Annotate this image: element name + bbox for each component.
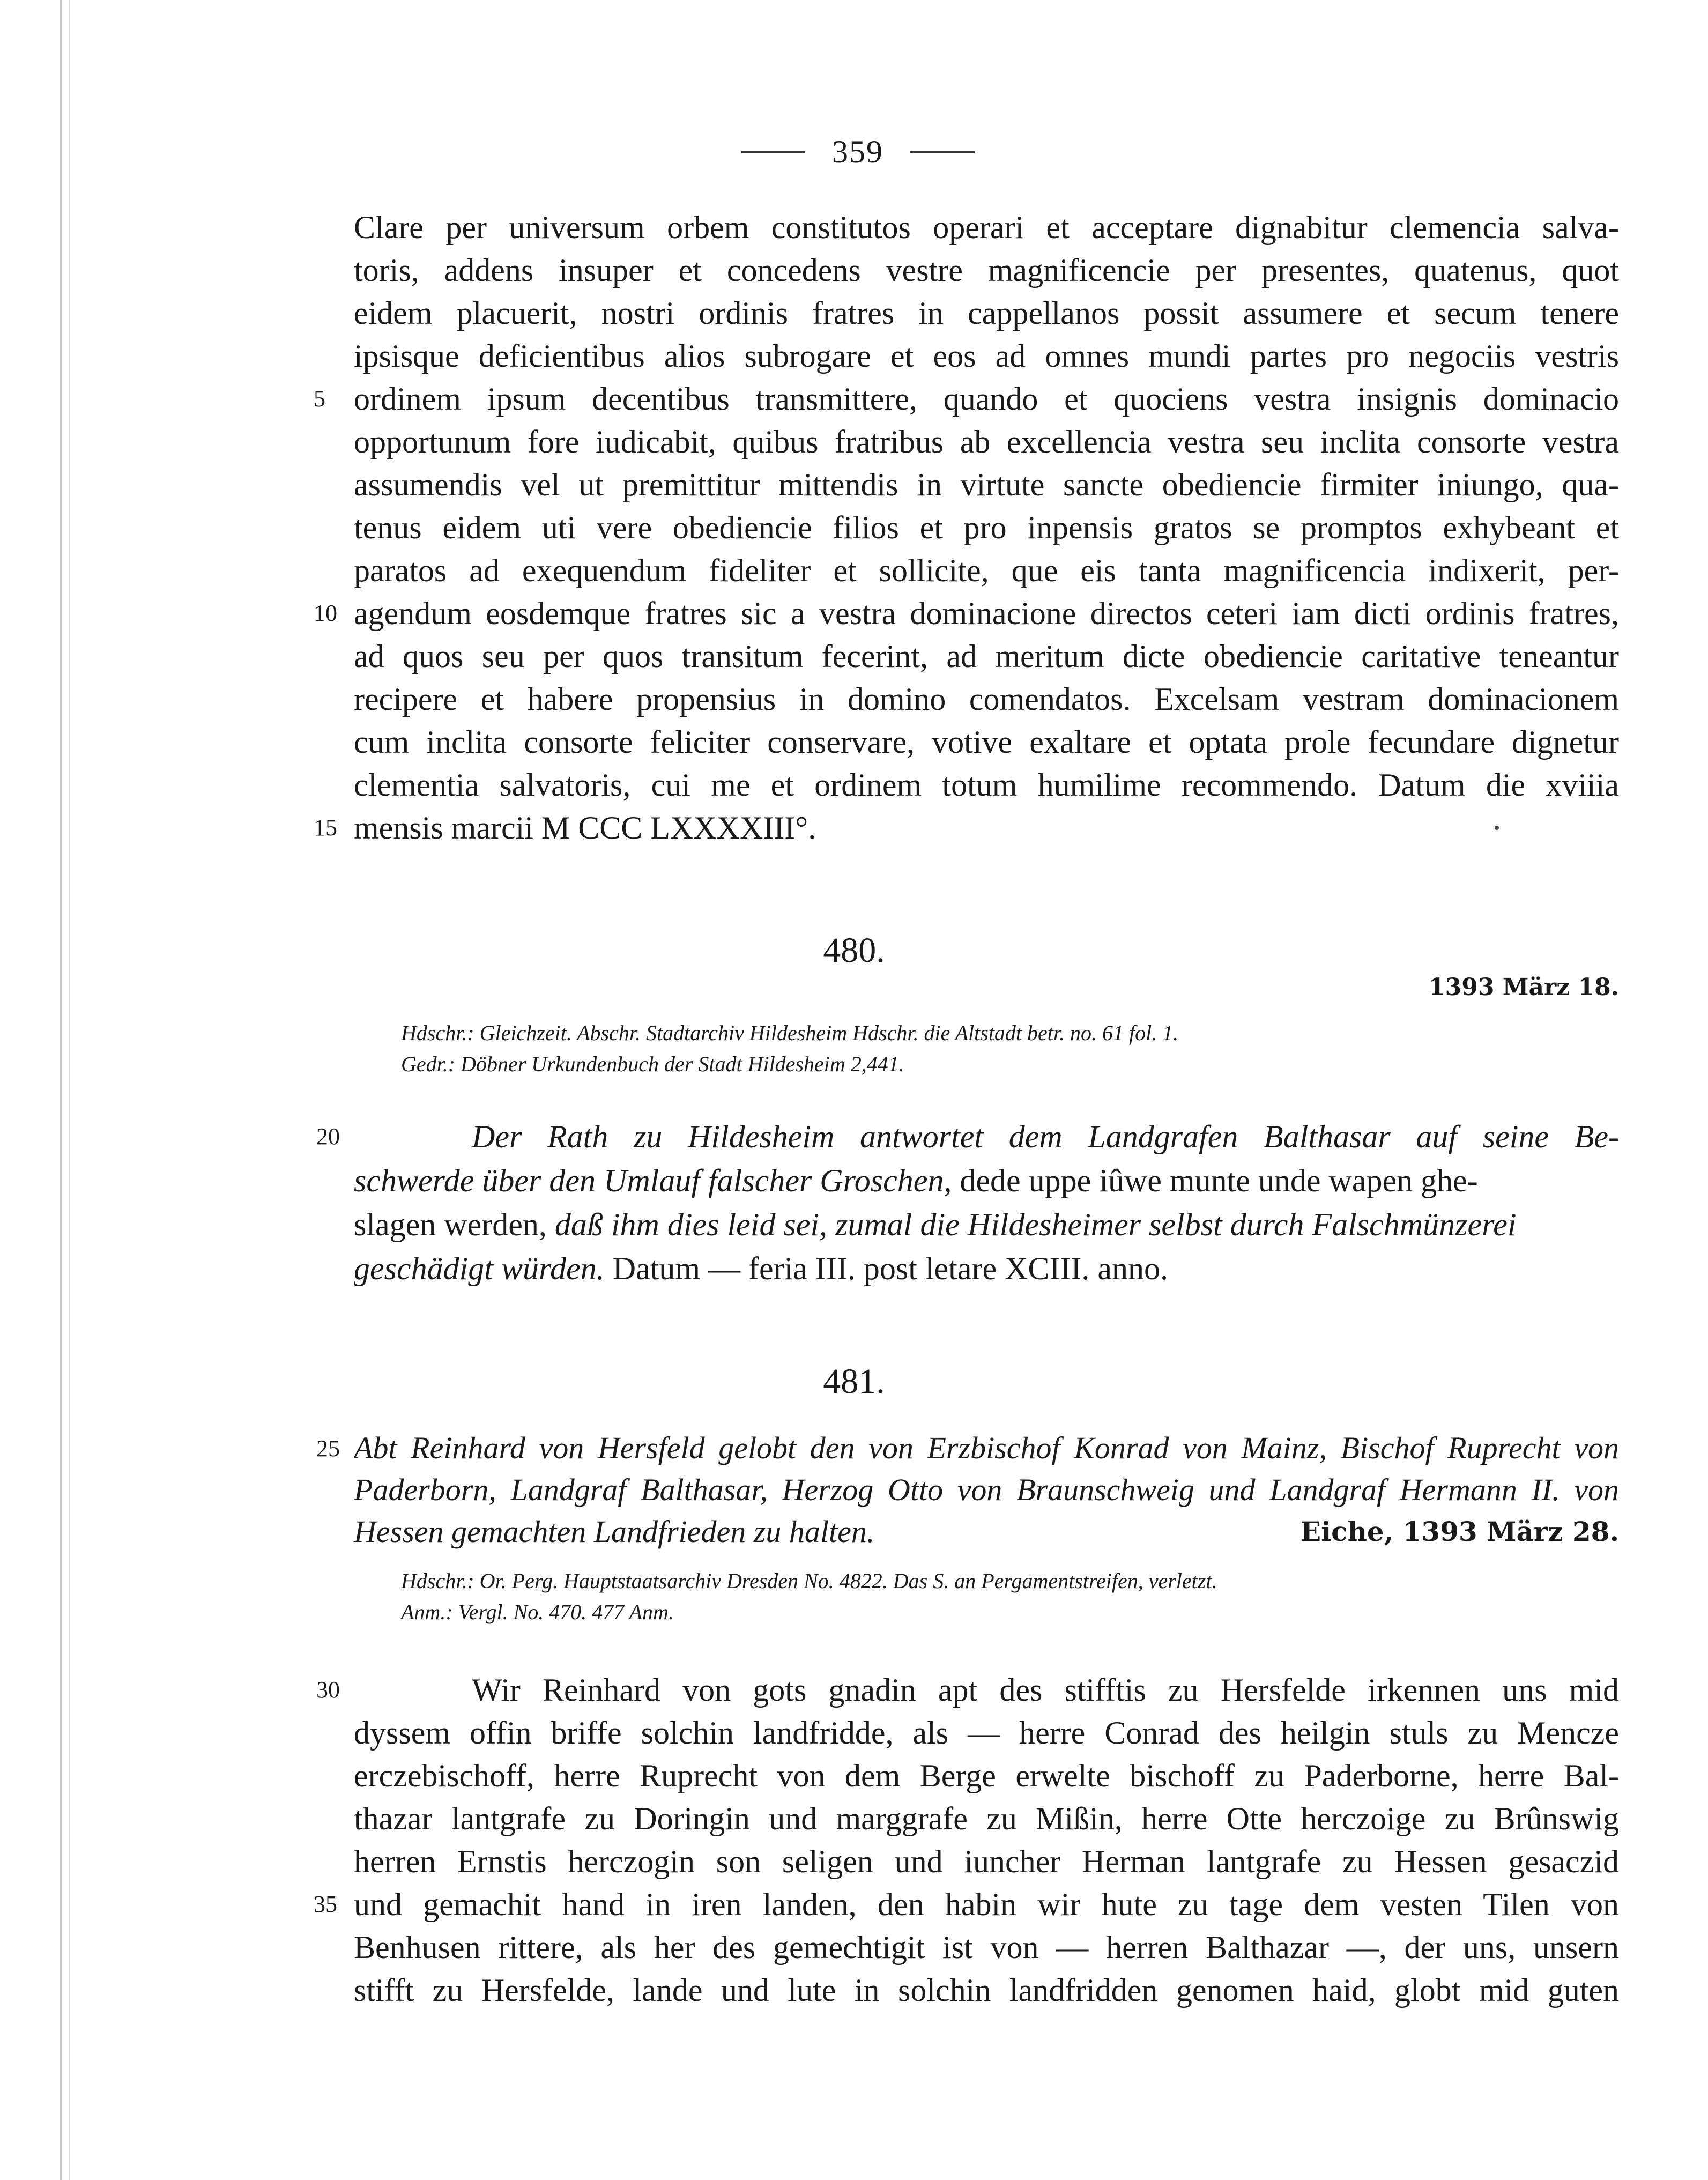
page-header xyxy=(536,128,1179,176)
text-line: thazar lantgrafe zu Doringin und marggrafe zu Mißin, herre Otte herczoige zu Brûnswig xyxy=(354,1801,1619,1836)
text-line: recipere et habere propensius in domino comendatos. Excelsam vestram dominacionem xyxy=(354,681,1619,717)
line-number: 35 xyxy=(314,1891,337,1917)
regest-text: Hessen gemachten Landfrieden zu halten. xyxy=(354,1514,875,1549)
document-number: 480. xyxy=(823,931,885,970)
text-line: paratos ad exequendum fideliter et sollicite, que eis tanta magnificencia indixerit, per- xyxy=(354,553,1619,588)
line-number: 20 xyxy=(316,1123,340,1150)
binding-edge-inner xyxy=(69,0,70,2180)
text-line: Der Rath zu Hildesheim antwortet dem Landgrafen Balthasar auf seine Be- xyxy=(472,1119,1619,1154)
roman-span: dede uppe iûwe munte unde wapen ghe- xyxy=(952,1163,1478,1198)
source-note: Gedr.: Döbner Urkundenbuch der Stadt Hildesheim 2,441. xyxy=(401,1052,904,1076)
text-line: Wir Reinhard von gots gnadin apt des stifftis zu Hersfelde irkennen uns mid xyxy=(472,1672,1619,1708)
regest-line xyxy=(354,1511,1619,1553)
line-number: 10 xyxy=(314,600,337,626)
binding-edge xyxy=(60,0,62,2180)
text-line: mensis marcii M CCC LXXXXIII°. xyxy=(354,810,816,846)
text-line xyxy=(354,1247,1619,1290)
text-line: herren Ernstis herczogin son seligen und iuncher Herman lantgrafe zu Hessen gesaczid xyxy=(354,1844,1619,1879)
line-number: 25 xyxy=(316,1435,340,1462)
page-number: 359 xyxy=(832,134,883,169)
text-line: cum inclita consorte feliciter conservare, votive exaltare et optata prole fecundare dignetur xyxy=(354,724,1619,760)
source-note: Hdschr.: Or. Perg. Hauptstaatsarchiv Dresden No. 4822. Das S. an Pergamentstreifen, verletzt. xyxy=(401,1569,1217,1593)
text-line: tenus eidem uti vere obediencie filios et pro inpensis gratos se promptos exhybeant et xyxy=(354,510,1619,545)
text-line: erczebischoff, herre Ruprecht von dem Berge erwelte bischoff zu Paderborne, herre Bal- xyxy=(354,1758,1619,1793)
roman-span: slagen werden, xyxy=(354,1207,555,1242)
text-line: opportunum fore iudicabit, quibus fratribus ab excellencia vestra seu inclita consorte vestra xyxy=(354,424,1619,459)
roman-span: Datum — feria III. post letare XCIII. anno. xyxy=(604,1251,1169,1286)
text-line: ad quos seu per quos transitum fecerint, ad meritum dicte obediencie caritative teneantur xyxy=(354,639,1619,674)
text-line: ordinem ipsum decentibus transmittere, quando et quociens vestra insignis dominacio xyxy=(354,381,1619,417)
document-date: Eiche, 1393 März 28. xyxy=(1301,1516,1619,1547)
source-note: Hdschr.: Gleichzeit. Abschr. Stadtarchiv Hildesheim Hdschr. die Altstadt betr. no. 61 fol. 1. xyxy=(401,1021,1179,1045)
text-line xyxy=(354,1159,1619,1202)
regest-line: Abt Reinhard von Hersfeld gelobt den von Erzbischof Konrad von Mainz, Bischof Ruprecht von xyxy=(354,1430,1619,1465)
line-number: 30 xyxy=(316,1677,340,1703)
text-line: Benhusen rittere, als her des gemechtigit ist von — herren Balthazar —, der uns, unsern xyxy=(354,1930,1619,1965)
line-number: 15 xyxy=(314,814,337,841)
document-number: 481. xyxy=(823,1362,885,1401)
text-line: ipsisque deficientibus alios subrogare et eos ad omnes mundi partes pro negociis vestris xyxy=(354,338,1619,374)
line-number: 5 xyxy=(314,385,325,412)
header-rule-left xyxy=(741,151,805,153)
speck xyxy=(1495,826,1499,830)
text-line xyxy=(354,1203,1619,1246)
regest-line: Paderborn, Landgraf Balthasar, Herzog Otto von Braunschweig und Landgraf Hermann II. von xyxy=(354,1472,1619,1507)
header-rule-right xyxy=(910,151,975,153)
source-note: Anm.: Vergl. No. 470. 477 Anm. xyxy=(401,1600,674,1624)
text-line: clementia salvatoris, cui me et ordinem totum humilime recommendo. Datum die xviiia xyxy=(354,767,1619,803)
italic-span: schwerde über den Umlauf falscher Groschen, xyxy=(354,1163,952,1198)
italic-span: daß ihm dies leid sei, zumal die Hildesheimer selbst durch Falschmünzerei xyxy=(554,1207,1517,1242)
document-date: 1393 März 18. xyxy=(1428,974,1619,1001)
text-line: und gemachit hand in iren landen, den habin wir hute zu tage dem vesten Tilen von xyxy=(354,1887,1619,1922)
text-line: toris, addens insuper et concedens vestre magnificencie per presentes, quatenus, quot xyxy=(354,253,1619,288)
italic-span: geschädigt würden. xyxy=(354,1251,605,1286)
text-line: eidem placuerit, nostri ordinis fratres in cappellanos possit assumere et secum tenere xyxy=(354,295,1619,331)
text-line: Clare per universum orbem constitutos operari et acceptare dignabitur clemencia salva- xyxy=(354,210,1619,245)
text-line: dyssem offin briffe solchin landfridde, als — herre Conrad des heilgin stuls zu Mencze xyxy=(354,1715,1619,1751)
text-line: stifft zu Hersfelde, lande und lute in solchin landfridden genomen haid, globt mid guten xyxy=(354,1973,1619,2008)
text-line: agendum eosdemque fratres sic a vestra dominacione directos ceteri iam dicti ordinis fratres, xyxy=(354,596,1619,631)
text-line: assumendis vel ut premittitur mittendis in virtute sancte obediencie firmiter iniungo, qua- xyxy=(354,467,1619,502)
